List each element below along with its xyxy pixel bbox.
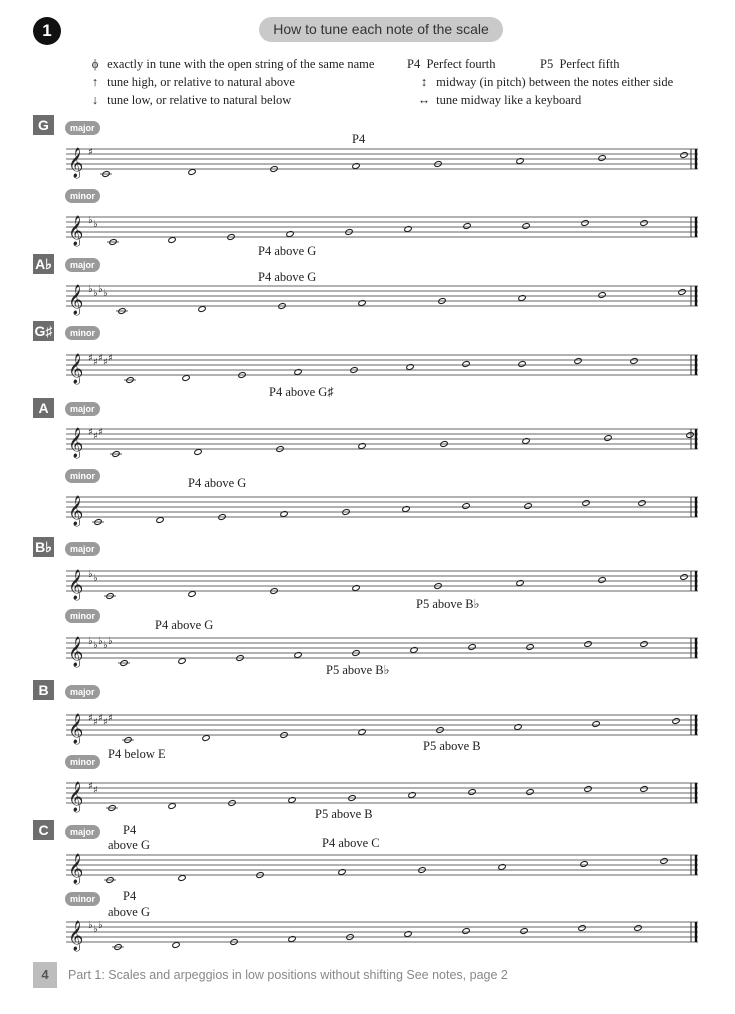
whole-note: [288, 936, 296, 943]
treble-clef-icon: 𝄞: [68, 570, 84, 600]
whole-note: [638, 500, 646, 507]
whole-note: [678, 289, 686, 296]
staff-g-minor: [66, 212, 698, 252]
sharp-icon: ♯: [103, 357, 108, 368]
whole-note: [516, 580, 524, 587]
whole-note: [286, 231, 294, 238]
key-label-c: C: [33, 820, 54, 840]
arrow-updown-icon: ↕: [420, 75, 428, 89]
flat-icon: ♭: [103, 640, 108, 651]
major-badge: major: [65, 825, 100, 839]
minor-badge: minor: [65, 189, 100, 203]
whole-note: [526, 789, 534, 796]
staff-b-minor: [66, 778, 698, 818]
annotation-label: P4: [123, 889, 137, 903]
sharp-icon: ♯: [88, 713, 93, 724]
sharp-icon: ♯: [93, 431, 98, 442]
sharp-icon: ♯: [88, 353, 93, 364]
whole-note: [498, 864, 506, 871]
key-label-b: B: [33, 680, 54, 700]
whole-note: [198, 306, 206, 313]
legend-item-tune-high: ↑ tune high, or relative to natural above: [86, 75, 295, 90]
whole-note: [294, 652, 302, 659]
whole-note: [578, 925, 586, 932]
treble-clef-icon: 𝄞: [68, 285, 84, 315]
minor-badge: minor: [65, 469, 100, 483]
legend-item-midway: ↕ midway (in pitch) between the notes either side: [415, 75, 673, 90]
treble-clef-icon: 𝄞: [68, 782, 84, 812]
treble-clef-icon: 𝄞: [68, 637, 84, 667]
whole-note: [582, 500, 590, 507]
minor-badge: minor: [65, 609, 100, 623]
annotation-label: P5 above B♭: [326, 663, 390, 677]
whole-note: [672, 718, 680, 725]
whole-note: [294, 369, 302, 376]
staff-b-flat-major: [66, 566, 698, 606]
in-tune-symbol-icon: ϕ: [91, 57, 99, 71]
annotation-label: P4 below E: [108, 747, 166, 761]
sharp-icon: ♯: [88, 147, 93, 158]
staff-g-sharp-minor: [66, 350, 698, 390]
minor-badge: minor: [65, 755, 100, 769]
flat-icon: ♭: [98, 284, 103, 295]
arrow-leftright-icon: ↔: [417, 93, 431, 107]
annotation-label: P5 above B: [423, 739, 481, 753]
whole-note: [598, 155, 606, 162]
page-title: How to tune each note of the scale: [259, 17, 503, 42]
whole-note: [640, 641, 648, 648]
whole-note: [584, 641, 592, 648]
footer-text: Part 1: Scales and arpeggios in low positions without shifting See notes, page 2: [68, 968, 508, 982]
page-number: 4: [33, 962, 57, 988]
key-label-a: A: [33, 398, 54, 418]
flat-icon: ♭: [88, 215, 93, 226]
sharp-icon: ♯: [93, 357, 98, 368]
whole-note: [522, 438, 530, 445]
sharp-icon: ♯: [98, 713, 103, 724]
whole-note: [598, 292, 606, 299]
major-badge: major: [65, 258, 100, 272]
whole-note: [522, 223, 530, 230]
whole-note: [514, 724, 522, 731]
whole-note: [584, 786, 592, 793]
annotation-label: P4 above G: [258, 244, 317, 258]
staff-c-major: [66, 850, 698, 890]
whole-note: [358, 443, 366, 450]
minor-badge: minor: [65, 892, 100, 906]
whole-note: [516, 158, 524, 165]
whole-note: [288, 797, 296, 804]
whole-note: [188, 591, 196, 598]
annotation-label: P4 above G: [155, 618, 214, 632]
flat-icon: ♭: [88, 636, 93, 647]
treble-clef-icon: 𝄞: [68, 714, 84, 744]
whole-note: [640, 220, 648, 227]
sharp-icon: ♯: [98, 353, 103, 364]
sharp-icon: ♯: [93, 717, 98, 728]
whole-note: [358, 729, 366, 736]
whole-note: [660, 858, 668, 865]
whole-note: [680, 574, 688, 581]
flat-icon: ♭: [88, 284, 93, 295]
annotation-label: P4 above C: [322, 836, 380, 850]
whole-note: [592, 721, 600, 728]
arrow-down-icon: ↓: [91, 93, 99, 107]
whole-note: [178, 875, 186, 882]
key-label-a-flat: A♭: [33, 254, 54, 274]
arrow-up-icon: ↑: [91, 75, 99, 89]
annotation-label: P4 above G: [258, 270, 317, 284]
whole-note: [352, 163, 360, 170]
whole-note: [168, 237, 176, 244]
major-badge: major: [65, 685, 100, 699]
sharp-icon: ♯: [88, 427, 93, 438]
flat-icon: ♭: [93, 640, 98, 651]
whole-note: [518, 295, 526, 302]
staff-a-minor: [66, 492, 698, 532]
legend-item-p5: P5 Perfect fifth: [540, 57, 620, 71]
sharp-icon: ♯: [103, 717, 108, 728]
whole-note: [524, 503, 532, 510]
whole-note: [520, 928, 528, 935]
legend-item-in-tune: ϕ exactly in tune with the open string of the same name: [86, 57, 374, 72]
whole-note: [518, 361, 526, 368]
whole-note: [634, 925, 642, 932]
flat-icon: ♭: [103, 288, 108, 299]
whole-note: [686, 432, 694, 439]
flat-icon: ♭: [108, 636, 113, 647]
whole-note: [580, 861, 588, 868]
flat-icon: ♭: [88, 920, 93, 931]
treble-clef-icon: 𝄞: [68, 354, 84, 384]
whole-note: [338, 869, 346, 876]
staff-g-major: [66, 144, 698, 184]
whole-note: [404, 226, 412, 233]
flat-icon: ♭: [93, 219, 98, 230]
whole-note: [406, 364, 414, 371]
minor-badge: minor: [65, 326, 100, 340]
key-label-b-flat: B♭: [33, 537, 54, 557]
whole-note: [581, 220, 589, 227]
flat-icon: ♭: [93, 924, 98, 935]
annotation-label: P4 above G: [188, 476, 247, 490]
staff-a-major: [66, 424, 698, 464]
whole-note: [630, 358, 638, 365]
whole-note: [468, 644, 476, 651]
whole-note: [156, 517, 164, 524]
whole-note: [404, 931, 412, 938]
whole-note: [280, 511, 288, 518]
flat-icon: ♭: [88, 569, 93, 580]
annotation-label: P4 above G♯: [269, 385, 334, 399]
legend-item-keyboard: ↔ tune midway like a keyboard: [415, 93, 581, 108]
treble-clef-icon: 𝄞: [68, 854, 84, 884]
whole-note: [178, 658, 186, 665]
legend-item-p4: P4 Perfect fourth: [407, 57, 496, 71]
major-badge: major: [65, 121, 100, 135]
whole-note: [463, 223, 471, 230]
annotation-label: P4: [123, 823, 137, 837]
annotation-label: above G: [108, 905, 150, 919]
treble-clef-icon: 𝄞: [68, 148, 84, 178]
whole-note: [202, 735, 210, 742]
annotation-label: P4: [352, 132, 366, 146]
annotation-label: above G: [108, 838, 150, 852]
exercise-number: 1: [33, 17, 61, 45]
flat-icon: ♭: [93, 288, 98, 299]
whole-note: [680, 152, 688, 159]
whole-note: [640, 786, 648, 793]
sharp-icon: ♯: [98, 427, 103, 438]
whole-note: [172, 942, 180, 949]
whole-note: [468, 789, 476, 796]
treble-clef-icon: 𝄞: [68, 428, 84, 458]
whole-note: [462, 361, 470, 368]
staff-a-flat-major: [66, 281, 698, 321]
treble-clef-icon: 𝄞: [68, 216, 84, 246]
whole-note: [168, 803, 176, 810]
legend-item-tune-low: ↓ tune low, or relative to natural below: [86, 93, 291, 108]
flat-icon: ♭: [98, 636, 103, 647]
sharp-icon: ♯: [88, 781, 93, 792]
key-label-g-sharp: G♯: [34, 323, 53, 339]
major-badge: major: [65, 542, 100, 556]
major-badge: major: [65, 402, 100, 416]
whole-note: [182, 375, 190, 382]
sharp-icon: ♯: [108, 713, 113, 724]
whole-note: [402, 506, 410, 513]
whole-note: [574, 358, 582, 365]
whole-note: [188, 169, 196, 176]
treble-clef-icon: 𝄞: [68, 921, 84, 951]
annotation-label: P5 above B♭: [416, 597, 480, 611]
whole-note: [410, 647, 418, 654]
whole-note: [598, 577, 606, 584]
whole-note: [408, 792, 416, 799]
sharp-icon: ♯: [93, 785, 98, 796]
annotation-label: P5 above B: [315, 807, 373, 821]
flat-icon: ♭: [93, 573, 98, 584]
whole-note: [526, 644, 534, 651]
whole-note: [194, 449, 202, 456]
flat-icon: ♭: [98, 920, 103, 931]
staff-b-major: [66, 710, 698, 750]
sharp-icon: ♯: [108, 353, 113, 364]
whole-note: [462, 503, 470, 510]
key-label-g: G: [33, 115, 54, 135]
whole-note: [462, 928, 470, 935]
whole-note: [352, 585, 360, 592]
staff-c-minor: [66, 917, 698, 957]
whole-note: [604, 435, 612, 442]
treble-clef-icon: 𝄞: [68, 496, 84, 526]
whole-note: [358, 300, 366, 307]
